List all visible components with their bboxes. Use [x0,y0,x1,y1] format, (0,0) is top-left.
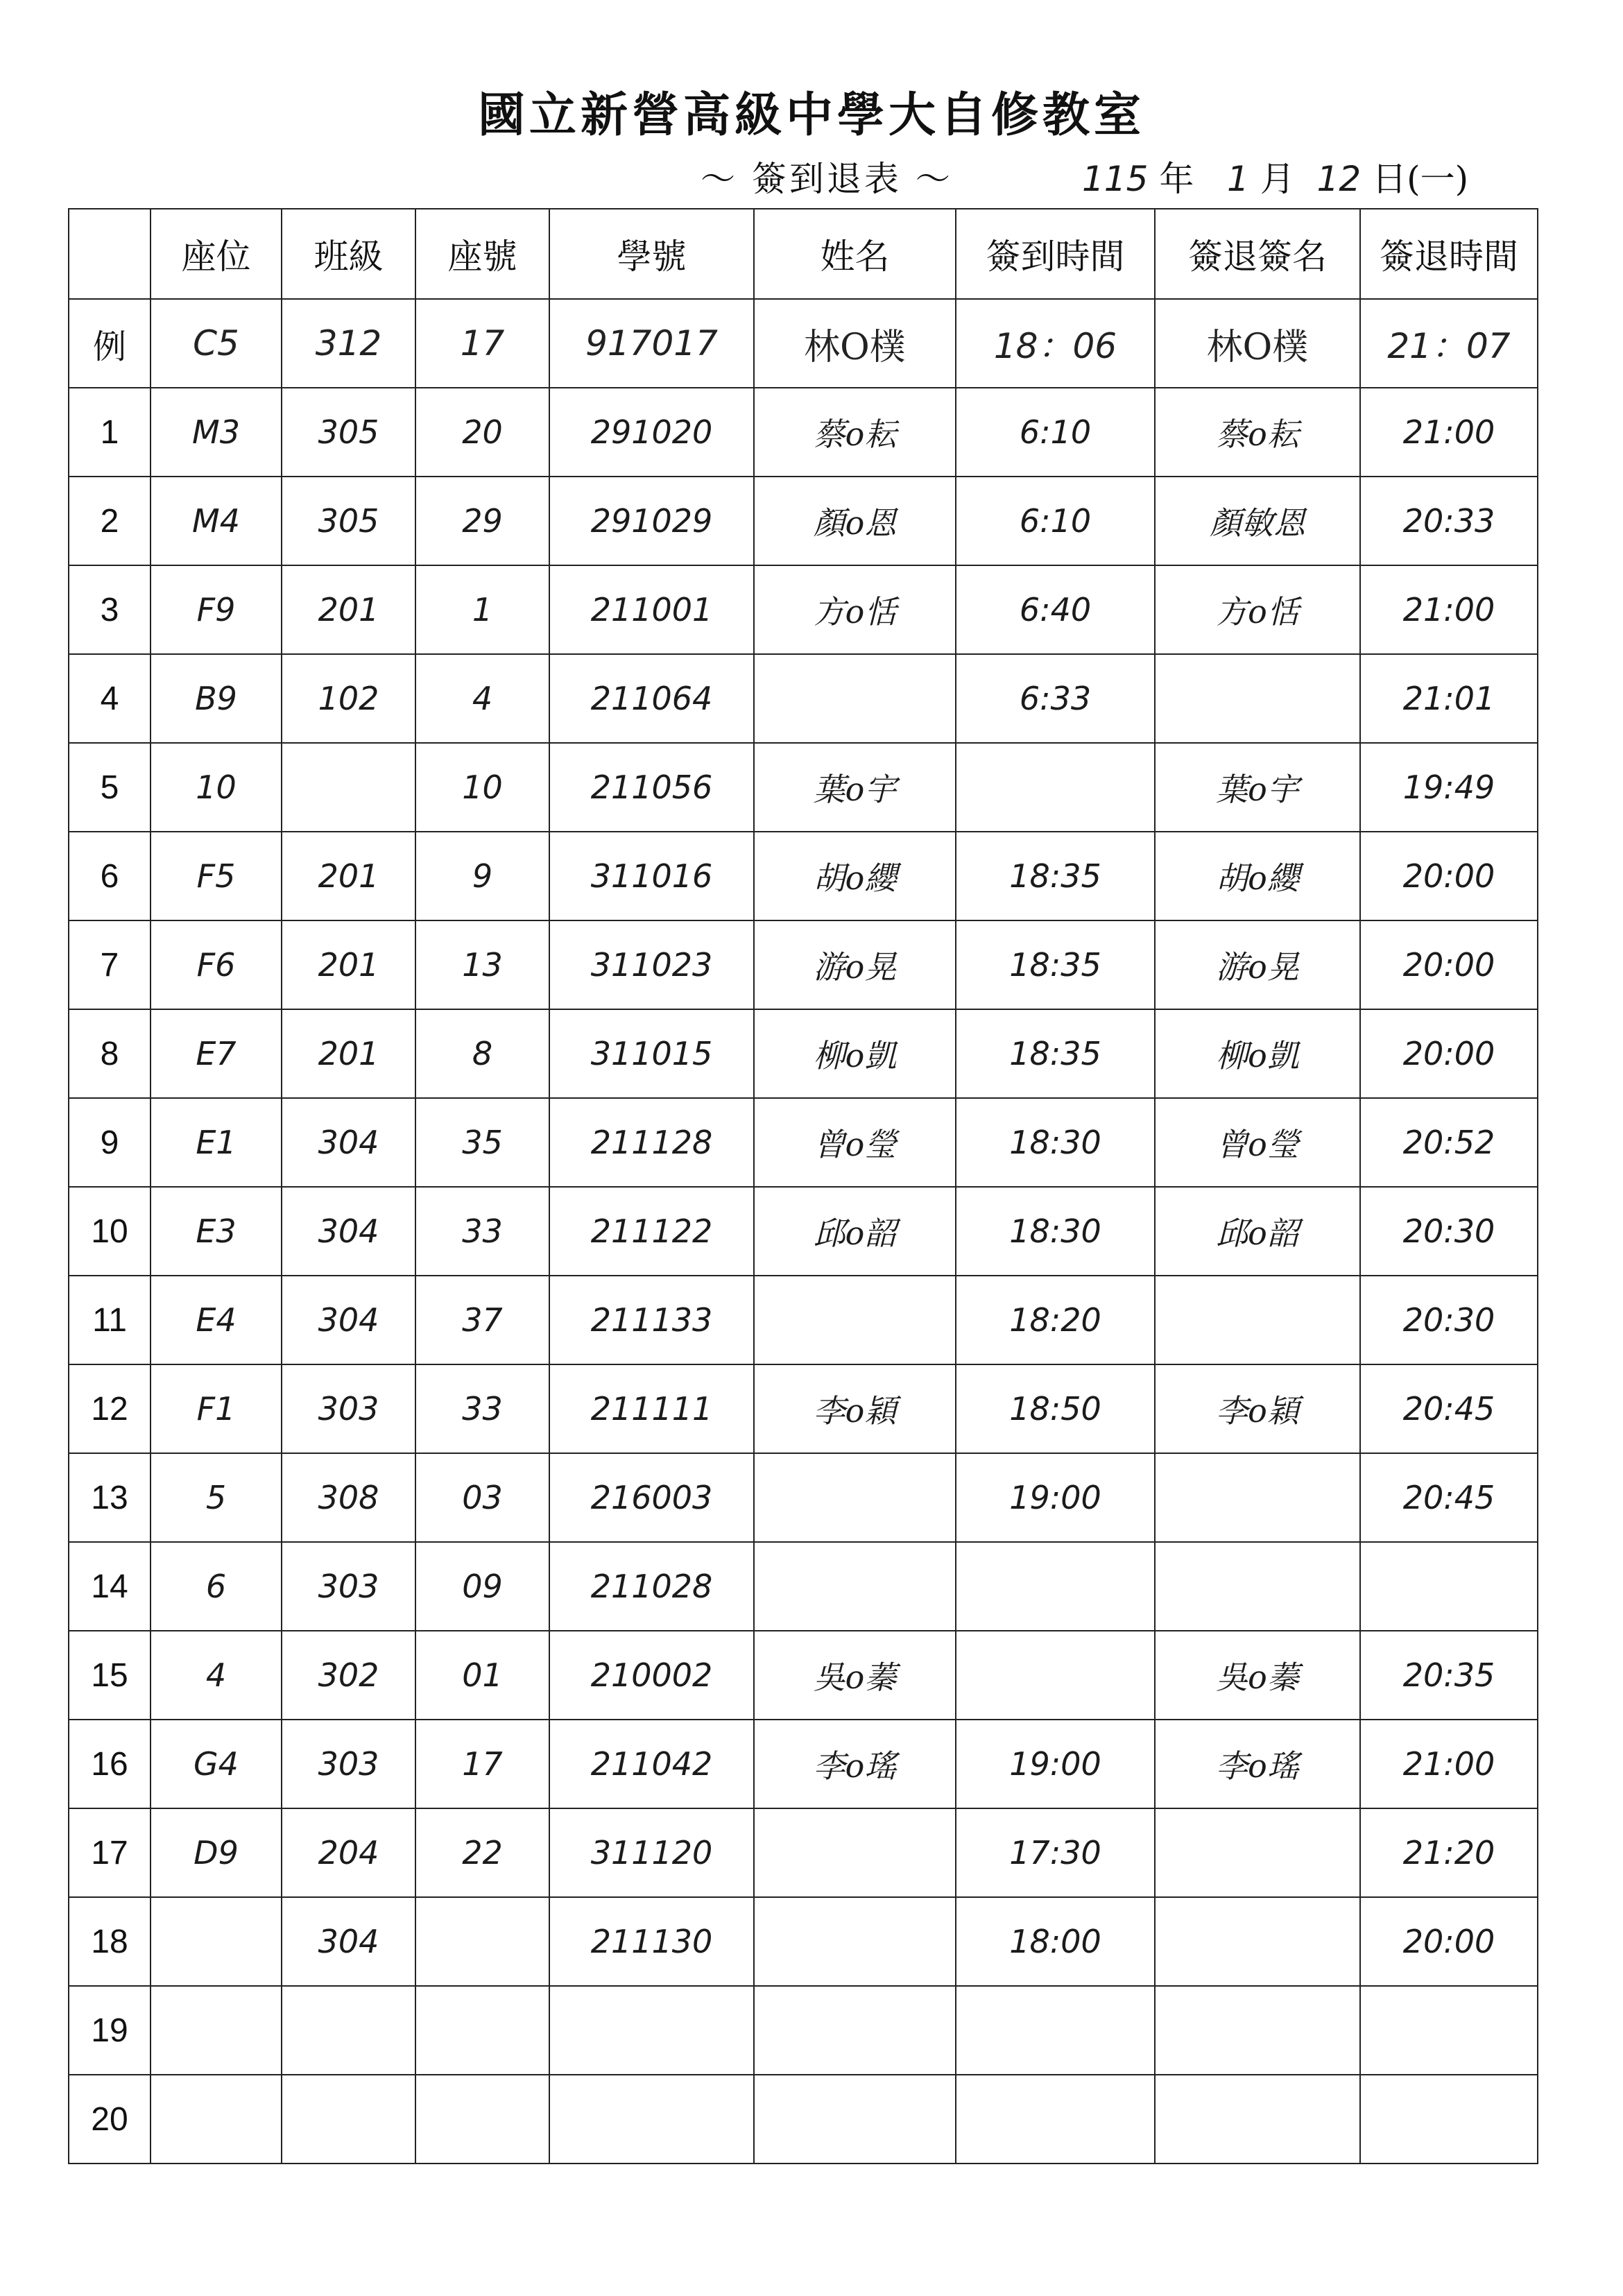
seat-no-cell: 37 [415,1276,549,1364]
row-number: 5 [69,743,151,832]
checkout-signature-cell [1155,1542,1360,1631]
seat-no-cell: 22 [415,1808,549,1897]
checkin-time-cell: 18:35 [956,1009,1155,1098]
checkout-time-cell [1360,1542,1538,1631]
date-day-label: 日 [1372,159,1407,199]
checkout-signature-cell [1155,1986,1360,2075]
checkout-time-cell: 20:00 [1360,920,1538,1009]
checkout-time-cell [1360,1986,1538,2075]
student-id-cell: 311015 [549,1009,754,1098]
row-number: 12 [69,1364,151,1453]
checkout-time-cell [1360,2075,1538,2164]
checkout-signature-cell: 吳o蓁 [1155,1631,1360,1720]
checkin-time-cell: 18:20 [956,1276,1155,1364]
table-row [69,1986,1538,2075]
checkout-signature-cell [1155,1276,1360,1364]
example-class: 312 [282,299,415,388]
checkout-signature-cell: 李o穎 [1155,1364,1360,1453]
checkout-time-cell: 20:30 [1360,1276,1538,1364]
name-cell [754,1897,956,1986]
table-row [69,1187,1538,1276]
student-id-cell: 211122 [549,1187,754,1276]
seat-no-cell: 03 [415,1453,549,1542]
name-cell: 葉o宇 [754,743,956,832]
row-number: 3 [69,565,151,654]
student-id-cell: 311016 [549,832,754,920]
class-cell: 303 [282,1542,415,1631]
class-cell: 302 [282,1631,415,1720]
class-cell: 102 [282,654,415,743]
row-number: 15 [69,1631,151,1720]
seat-no-cell: 17 [415,1720,549,1808]
example-seat-no: 17 [415,299,549,388]
seat-cell: M3 [151,388,282,477]
row-number: 4 [69,654,151,743]
seat-no-cell: 10 [415,743,549,832]
checkout-signature-cell [1155,1453,1360,1542]
sign-in-table [68,208,1538,2164]
class-cell [282,1986,415,2075]
seat-no-cell: 8 [415,1009,549,1098]
name-cell [754,1453,956,1542]
class-cell: 201 [282,565,415,654]
seat-cell: E3 [151,1187,282,1276]
seat-cell: M4 [151,477,282,565]
checkin-time-cell: 18:35 [956,920,1155,1009]
name-cell [754,654,956,743]
seat-cell: 4 [151,1631,282,1720]
checkout-signature-cell: 游o晃 [1155,920,1360,1009]
row-number: 16 [69,1720,151,1808]
student-id-cell: 210002 [549,1631,754,1720]
student-id-cell: 211001 [549,565,754,654]
seat-no-cell: 4 [415,654,549,743]
name-cell: 柳o凱 [754,1009,956,1098]
form-title: 國立新營高級中學大自修教室 [477,87,1145,143]
name-cell: 李o瑤 [754,1720,956,1808]
checkout-time-cell: 20:45 [1360,1364,1538,1453]
table-row [69,1897,1538,1986]
class-cell [282,743,415,832]
class-cell: 304 [282,1276,415,1364]
example-seat: C5 [151,299,282,388]
student-id-cell: 211064 [549,654,754,743]
class-cell: 305 [282,477,415,565]
student-id-cell: 211056 [549,743,754,832]
class-cell: 303 [282,1364,415,1453]
table-row [69,1364,1538,1453]
example-row [69,299,1538,388]
row-number: 2 [69,477,151,565]
table-row [69,1276,1538,1364]
seat-no-cell: 1 [415,565,549,654]
checkout-signature-cell: 方o恬 [1155,565,1360,654]
checkout-time-cell: 21:00 [1360,388,1538,477]
student-id-cell [549,2075,754,2164]
row-number: 9 [69,1098,151,1187]
student-id-cell: 211128 [549,1098,754,1187]
name-cell: 胡o纓 [754,832,956,920]
name-cell [754,2075,956,2164]
checkin-time-cell: 6:40 [956,565,1155,654]
table-row [69,1631,1538,1720]
col-header-checkout-time: 簽退時間 [1360,209,1538,299]
checkin-time-cell [956,2075,1155,2164]
checkout-time-cell: 20:33 [1360,477,1538,565]
table-row [69,654,1538,743]
form-subtitle: ～ 簽到退表 ～ [701,159,953,199]
checkout-signature-cell [1155,654,1360,743]
checkin-time-cell: 18:35 [956,832,1155,920]
example-checkout-time: 21：07 [1360,299,1538,388]
name-cell: 曾o瑩 [754,1098,956,1187]
seat-no-cell: 01 [415,1631,549,1720]
seat-cell [151,2075,282,2164]
checkout-time-cell: 19:49 [1360,743,1538,832]
checkout-time-cell: 21:01 [1360,654,1538,743]
seat-no-cell: 29 [415,477,549,565]
row-number: 13 [69,1453,151,1542]
checkout-time-cell: 20:45 [1360,1453,1538,1542]
checkin-time-cell: 6:10 [956,388,1155,477]
checkout-time-cell: 21:20 [1360,1808,1538,1897]
checkout-signature-cell [1155,1897,1360,1986]
row-number: 19 [69,1986,151,2075]
seat-cell: D9 [151,1808,282,1897]
seat-cell [151,1897,282,1986]
name-cell [754,1542,956,1631]
row-number: 17 [69,1808,151,1897]
name-cell: 顏o恩 [754,477,956,565]
row-number: 18 [69,1897,151,1986]
seat-cell: G4 [151,1720,282,1808]
col-header-checkin-time: 簽到時間 [956,209,1155,299]
student-id-cell: 291029 [549,477,754,565]
example-checkin-time: 18：06 [956,299,1155,388]
row-number: 1 [69,388,151,477]
row-number: 8 [69,1009,151,1098]
table-row [69,1009,1538,1098]
table-row [69,1542,1538,1631]
class-cell: 308 [282,1453,415,1542]
checkout-time-cell: 20:30 [1360,1187,1538,1276]
table-row [69,743,1538,832]
seat-no-cell: 33 [415,1364,549,1453]
col-header-seat: 座位 [151,209,282,299]
row-number: 10 [69,1187,151,1276]
date-year: 115 [1082,159,1149,199]
date-year-label: 年 [1159,159,1194,199]
seat-cell: F6 [151,920,282,1009]
student-id-cell: 311120 [549,1808,754,1897]
col-header-student-id: 學號 [549,209,754,299]
seat-cell: F9 [151,565,282,654]
seat-cell: F5 [151,832,282,920]
student-id-cell: 211111 [549,1364,754,1453]
row-number: 14 [69,1542,151,1631]
student-id-cell: 216003 [549,1453,754,1542]
checkin-time-cell [956,1631,1155,1720]
table-row [69,1808,1538,1897]
checkout-signature-cell: 胡o纓 [1155,832,1360,920]
seat-no-cell: 33 [415,1187,549,1276]
date-month: 1 [1227,159,1249,199]
student-id-cell: 311023 [549,920,754,1009]
class-cell: 201 [282,832,415,920]
class-cell: 303 [282,1720,415,1808]
checkout-signature-cell: 顏敏恩 [1155,477,1360,565]
name-cell: 蔡o耘 [754,388,956,477]
checkin-time-cell: 18:30 [956,1098,1155,1187]
student-id-cell: 211130 [549,1897,754,1986]
checkout-signature-cell: 蔡o耘 [1155,388,1360,477]
checkout-time-cell: 20:00 [1360,1009,1538,1098]
seat-cell: E1 [151,1098,282,1187]
table-row [69,832,1538,920]
class-cell: 201 [282,1009,415,1098]
table-row [69,477,1538,565]
class-cell: 201 [282,920,415,1009]
checkout-signature-cell [1155,1808,1360,1897]
checkin-time-cell [956,1986,1155,2075]
checkin-time-cell: 18:50 [956,1364,1155,1453]
checkin-time-cell [956,743,1155,832]
seat-cell [151,1986,282,2075]
seat-no-cell: 13 [415,920,549,1009]
checkin-time-cell: 19:00 [956,1720,1155,1808]
example-name: 林O樸 [754,299,956,388]
date-month-label: 月 [1260,159,1295,199]
checkin-time-cell: 6:10 [956,477,1155,565]
col-header-checkout-signature: 簽退簽名 [1155,209,1360,299]
student-id-cell: 211042 [549,1720,754,1808]
table-row [69,388,1538,477]
checkout-time-cell: 20:52 [1360,1098,1538,1187]
seat-no-cell: 09 [415,1542,549,1631]
seat-cell: 10 [151,743,282,832]
col-header-seat-no: 座號 [415,209,549,299]
row-number: 11 [69,1276,151,1364]
seat-cell: 6 [151,1542,282,1631]
checkin-time-cell: 18:30 [956,1187,1155,1276]
table-row [69,1453,1538,1542]
seat-no-cell [415,2075,549,2164]
class-cell: 204 [282,1808,415,1897]
table-row [69,565,1538,654]
checkout-time-cell: 21:00 [1360,1720,1538,1808]
checkin-time-cell: 6:33 [956,654,1155,743]
form-date [1082,151,1540,201]
table-row [69,2075,1538,2164]
seat-cell: E7 [151,1009,282,1098]
example-label: 例 [69,299,151,388]
name-cell [754,1986,956,2075]
checkout-time-cell: 21:00 [1360,565,1538,654]
table-row [69,920,1538,1009]
name-cell: 游o晃 [754,920,956,1009]
seat-no-cell [415,1986,549,2075]
checkout-signature-cell [1155,2075,1360,2164]
row-number: 20 [69,2075,151,2164]
class-cell: 304 [282,1187,415,1276]
date-day: 12 [1316,159,1362,199]
class-cell: 305 [282,388,415,477]
checkout-signature-cell: 曾o瑩 [1155,1098,1360,1187]
student-id-cell [549,1986,754,2075]
seat-cell: F1 [151,1364,282,1453]
checkout-signature-cell: 柳o凱 [1155,1009,1360,1098]
seat-cell: 5 [151,1453,282,1542]
checkout-time-cell: 20:35 [1360,1631,1538,1720]
row-number: 7 [69,920,151,1009]
checkin-time-cell [956,1542,1155,1631]
student-id-cell: 211028 [549,1542,754,1631]
col-header-rowno [69,209,151,299]
class-cell: 304 [282,1897,415,1986]
date-weekday: (一) [1407,159,1469,199]
student-id-cell: 291020 [549,388,754,477]
table-row [69,1720,1538,1808]
seat-no-cell: 9 [415,832,549,920]
col-header-name: 姓名 [754,209,956,299]
seat-cell: B9 [151,654,282,743]
example-student-id: 917017 [549,299,754,388]
seat-cell: E4 [151,1276,282,1364]
name-cell: 方o恬 [754,565,956,654]
class-cell: 304 [282,1098,415,1187]
seat-no-cell [415,1897,549,1986]
checkin-time-cell: 18:00 [956,1897,1155,1986]
checkin-time-cell: 17:30 [956,1808,1155,1897]
seat-no-cell: 20 [415,388,549,477]
checkout-time-cell: 20:00 [1360,1897,1538,1986]
table-row [69,1098,1538,1187]
checkout-signature-cell: 邱o韶 [1155,1187,1360,1276]
example-checkout-signature: 林O樸 [1155,299,1360,388]
name-cell: 邱o韶 [754,1187,956,1276]
checkout-signature-cell: 李o瑤 [1155,1720,1360,1808]
name-cell: 吳o蓁 [754,1631,956,1720]
seat-no-cell: 35 [415,1098,549,1187]
header-row [69,209,1538,299]
checkout-signature-cell: 葉o宇 [1155,743,1360,832]
class-cell [282,2075,415,2164]
name-cell: 李o穎 [754,1364,956,1453]
name-cell [754,1808,956,1897]
checkin-time-cell: 19:00 [956,1453,1155,1542]
student-id-cell: 211133 [549,1276,754,1364]
row-number: 6 [69,832,151,920]
col-header-class: 班級 [282,209,415,299]
name-cell [754,1276,956,1364]
checkout-time-cell: 20:00 [1360,832,1538,920]
